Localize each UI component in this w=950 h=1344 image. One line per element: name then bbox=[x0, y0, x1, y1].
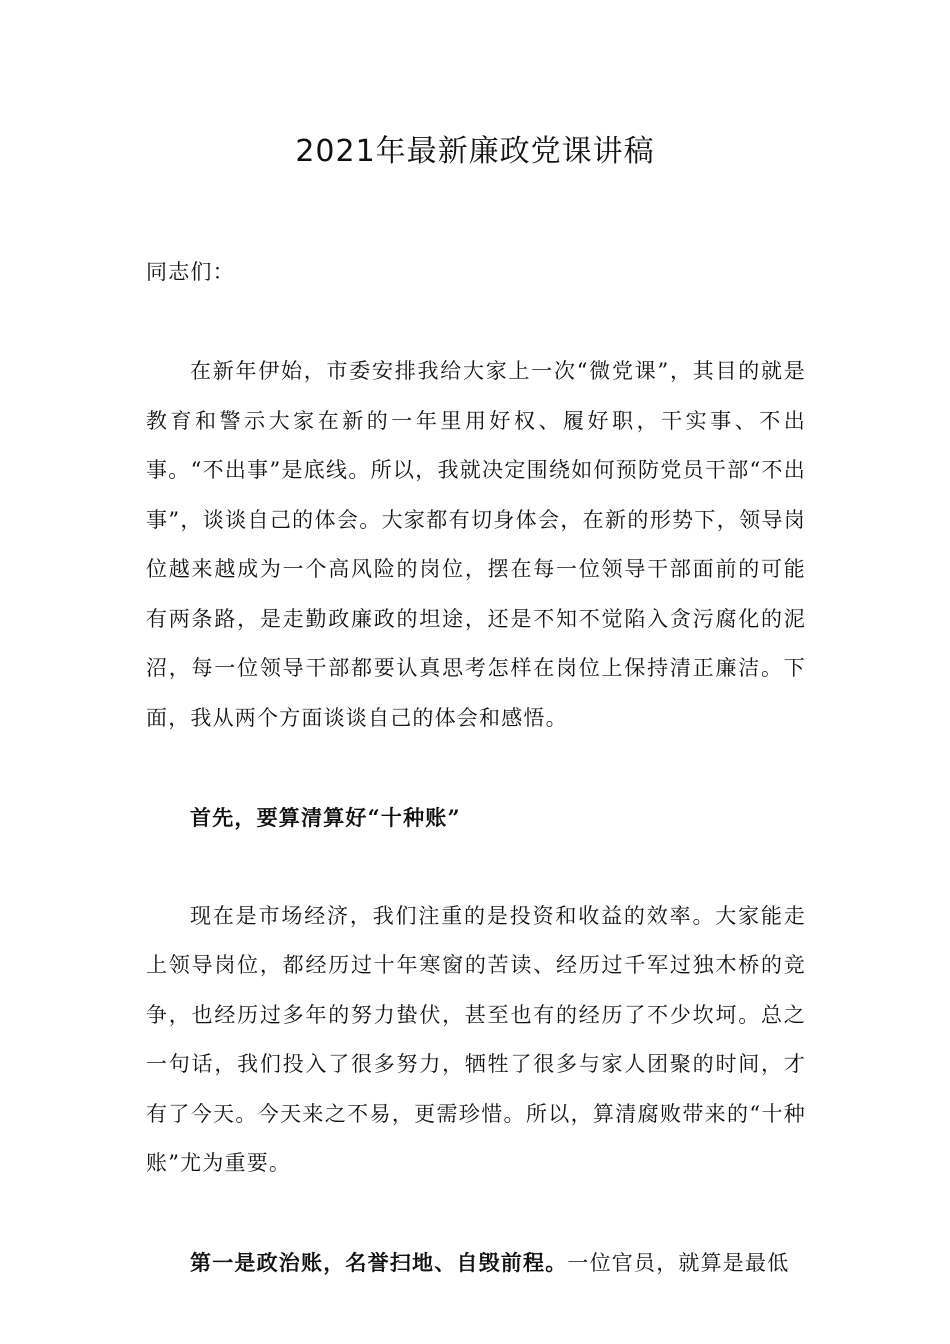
point-one-text: 一位官员，就算是最低 bbox=[567, 1251, 790, 1275]
document-body bbox=[146, 248, 806, 1338]
point-one-lead: 第一是政治账，名誉扫地、自毁前程。 bbox=[190, 1250, 568, 1275]
section-paragraph: 现在是市场经济，我们注重的是投资和收益的效率。大家能走上领导岗位，都经历过十年寒窗的苦读、经历过千军过独木桥的竞争，也经历过多年的努力蛰伏，甚至也有的经历了不少坎坷。总之一句话，我们投入了很多努力，牺牲了很多与家人团聚的时间，才有了今天。今天来之不易，更需珍惜。所以，算清腐败带来的“十种账”尤为重要。 bbox=[146, 903, 806, 1175]
salutation: 同志们： bbox=[146, 260, 235, 284]
point-one-paragraph bbox=[146, 1238, 806, 1289]
intro-paragraph: 在新年伊始，市委安排我给大家上一次“微党课”，其目的就是教育和警示大家在新的一年里用好权、履好职，干实事、不出事。“不出事”是底线。所以，我就决定围绕如何预防党员干部“不出事”，谈谈自己的体会。大家都有切身体会，在新的形势下，领导岗位越来越成为一个高风险的岗位，摆在每一位领导干部面前的可能有两条路，是走勤政廉政的坦途，还是不知不觉陷入贪污腐化的泥沼，每一位领导干部都要认真思考怎样在岗位上保持清正廉洁。下面，我从两个方面谈谈自己的体会和感悟。 bbox=[146, 359, 806, 730]
section-heading: 首先，要算清算好“十种账” bbox=[190, 804, 461, 830]
document-title: 2021年最新廉政党课讲稿 bbox=[295, 134, 655, 169]
